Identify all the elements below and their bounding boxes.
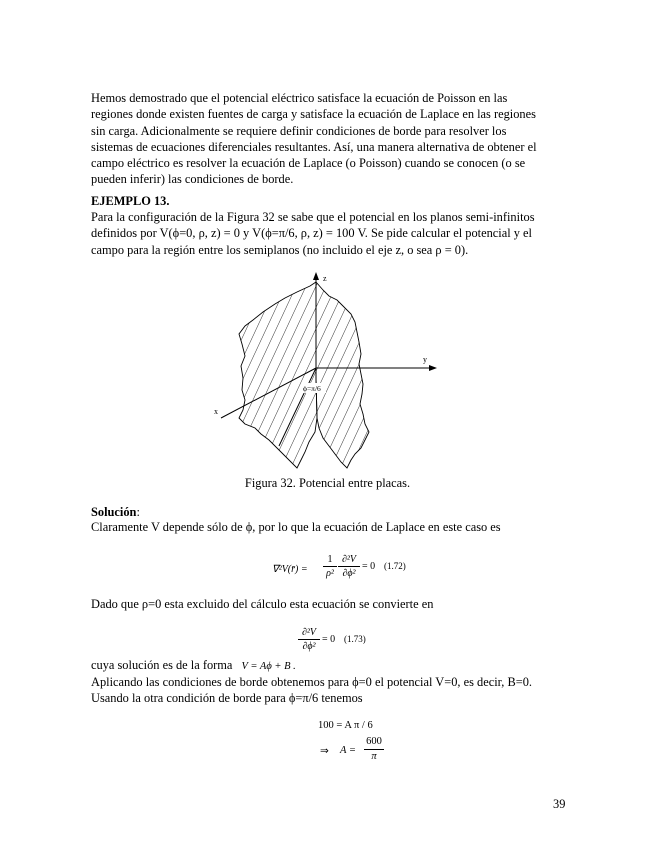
solution-line-3-text: cuya solución es de la forma: [91, 658, 233, 672]
figure-caption: Figura 32. Potencial entre placas.: [244, 476, 411, 490]
example-line: definidos por V(ϕ=0, ρ, z) = 0 y V(ϕ=π/6, ρ, z) = 100 V. Se pide calcular el potencial y el: [91, 226, 532, 241]
z-axis-arrow: [313, 272, 319, 280]
eq172-label: (1.72): [384, 561, 406, 571]
left-semiplane: [239, 282, 317, 468]
intro-paragraph: [91, 90, 565, 188]
eq172-fraction-bar-2: [338, 566, 360, 567]
equation-a: 100 = A π / 6: [318, 720, 373, 731]
right-semiplane: [316, 282, 369, 468]
solution-line-3: [91, 657, 565, 675]
figure-32-diagram: [205, 268, 445, 478]
solution-line-1: Claramente V depende sólo de ϕ, por lo que la ecuación de Laplace en este caso es: [91, 520, 501, 534]
eq-b-den: π: [371, 751, 377, 762]
intro-line: campo eléctrico es resolver la ecuación de Laplace (o Poisson) cuando se conocen (o se: [91, 156, 526, 171]
implies-symbol: ⇒: [320, 746, 329, 757]
solution-line-2: Dado que ρ=0 esta excluido del cálculo esta ecuación se convierte en: [91, 597, 434, 611]
example-heading: EJEMPLO 13.: [91, 194, 170, 208]
page-number: 39: [553, 797, 566, 811]
solution-line-4: Aplicando las condiciones de borde obtenemos para ϕ=0 el potencial V=0, es decir, B=0.: [91, 675, 533, 689]
eq173-label: (1.73): [344, 634, 366, 644]
intro-line: sin carga. Adicionalmente se requiere definir condiciones de borde para resolver los: [91, 123, 507, 138]
eq172-lhs: ∇²V(r̄) =: [272, 564, 308, 575]
intro-line: sistemas de ecuaciones diferenciales resultantes. Así, una manera alternativa de obtener el: [91, 139, 537, 154]
example-line: Para la configuración de la Figura 32 se sabe que el potencial en los planos semi-infinitos: [91, 210, 535, 224]
eq173-num: ∂²V: [301, 627, 317, 638]
eq173-fraction-bar: [298, 639, 320, 640]
eq173-den: ∂ϕ²: [302, 641, 316, 652]
y-axis-arrow: [429, 365, 437, 371]
example-line: campo para la región entre los semiplanos (no incluido el eje z, o sea ρ = 0).: [91, 242, 469, 257]
example-paragraph: [91, 209, 565, 258]
solution-heading-row: [91, 504, 565, 520]
y-axis-label: y: [423, 355, 427, 364]
eq-b-fraction-bar: [364, 749, 384, 750]
eq-b-num: 600: [366, 736, 382, 747]
z-axis-label: z: [323, 274, 327, 283]
eq172-den2: ∂ϕ²: [342, 568, 356, 579]
equation-b: [320, 736, 400, 770]
eq-b-lhs: A =: [340, 745, 356, 756]
eq172-fraction-bar-1: [323, 566, 337, 567]
eq172-den: ρ²: [326, 568, 334, 579]
intro-line: pueden inferir) las condiciones de borde.: [91, 172, 294, 187]
eq172-num: 1: [327, 554, 333, 565]
intro-line: regiones donde existen fuentes de carga y satisface la ecuación de Laplace en las regiones: [91, 107, 536, 122]
solution-line-5: Usando la otra condición de borde para ϕ=π/6 tenemos: [91, 691, 363, 705]
solution-heading-colon: :: [136, 505, 140, 519]
eq173-rhs: = 0: [322, 634, 336, 645]
angle-label: ϕ=π/6: [303, 384, 321, 393]
eq172-rhs: = 0: [362, 561, 376, 572]
eq172-num2: ∂²V: [341, 554, 357, 565]
equation-1-72: [272, 553, 412, 587]
x-axis-label: x: [214, 407, 218, 416]
equation-1-73: [298, 626, 378, 656]
intro-line: Hemos demostrado que el potencial eléctrico satisface la ecuación de Poisson en las: [91, 91, 508, 105]
solution-form-equation: V = Aϕ + B .: [241, 661, 296, 672]
solution-heading: Solución: [91, 505, 137, 519]
